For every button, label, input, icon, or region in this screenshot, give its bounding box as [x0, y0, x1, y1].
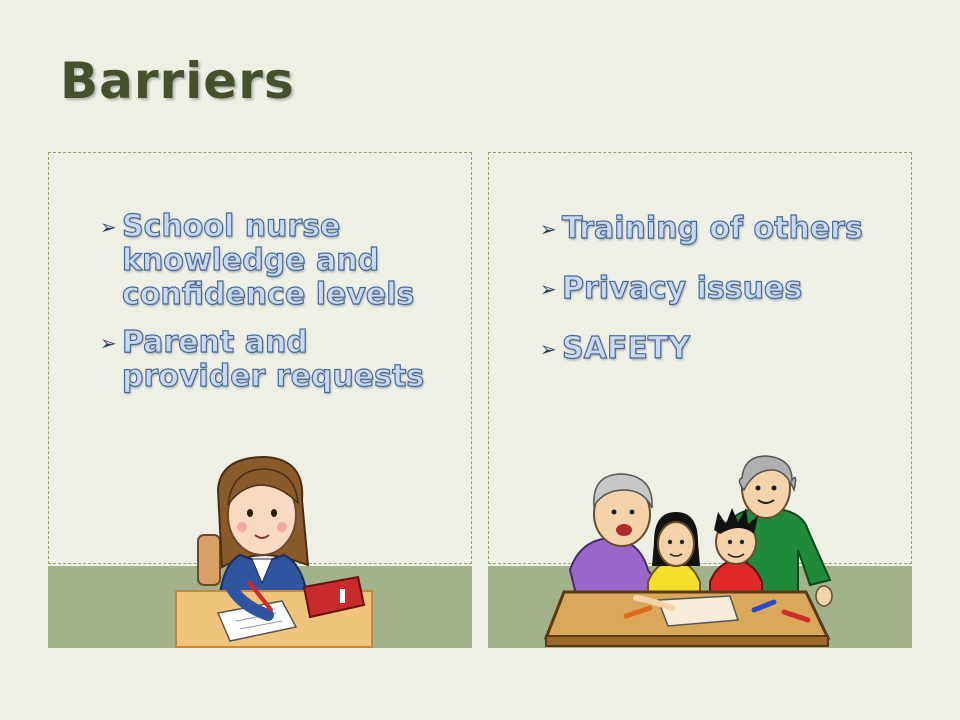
arrow-bullet-icon: ➢ — [540, 217, 557, 241]
bullet-text: Training of others — [562, 211, 863, 246]
bullet-item — [540, 272, 900, 306]
right-bullet-list — [540, 212, 900, 392]
bullet-text: School nurse knowledge and confidence levels — [122, 209, 415, 312]
left-bullet-list — [100, 210, 460, 408]
arrow-bullet-icon: ➢ — [540, 277, 557, 301]
bullet-item — [540, 332, 900, 366]
arrow-bullet-icon: ➢ — [100, 215, 117, 239]
slide-title: Barriers — [60, 52, 295, 110]
arrow-bullet-icon: ➢ — [540, 337, 557, 361]
bullet-item — [100, 326, 460, 394]
family-at-table-illustration — [540, 450, 850, 650]
bullet-text: SAFETY — [562, 331, 690, 366]
bullet-item — [540, 212, 900, 246]
nurse-at-desk-illustration — [170, 455, 380, 650]
bullet-text: Parent and provider requests — [122, 325, 425, 394]
arrow-bullet-icon: ➢ — [100, 331, 117, 355]
bullet-text: Privacy issues — [562, 271, 803, 306]
bullet-item — [100, 210, 460, 312]
